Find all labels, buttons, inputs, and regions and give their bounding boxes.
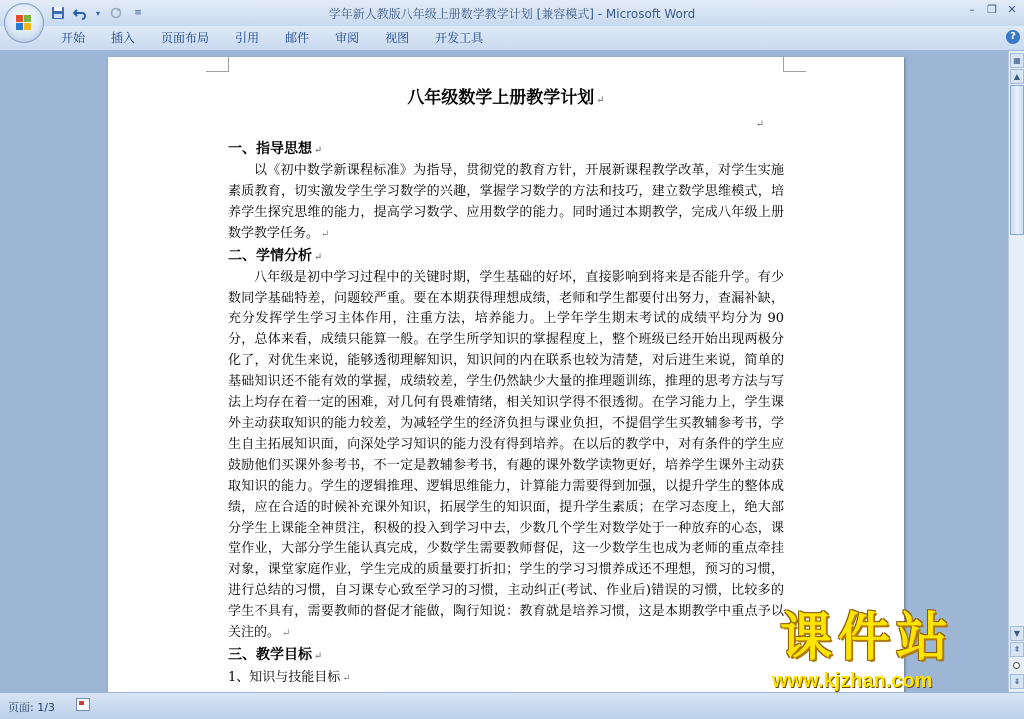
- empty-paragraph: [228, 111, 784, 139]
- section-paragraph: 八年级是初中学习过程中的关键时期，学生基础的好坏，直接影响到将来是否能升学。有少数同学基础特差，问题较严重。要在本期获得理想成绩，老师和学生都要付出努力，查漏补缺，充分发挥学生学习主体作用，注重方法，培养能力。上学年学生期末考试的成绩平均分为 90 分，总体来看，成绩只能算一般。在学生所学知识的掌握程度上，整个班级已经开始出现两极分化了，对优生来说，能够透彻理解知识，知识间的内在联系也较为清楚，对后进生来说，简单的基础知识还不能有效的掌握，成绩较差，学生仍然缺少大量的推理题训练，推理的思考方法与写法上均存在着一定的困难，对几何有畏难情绪，相关知识学得不很透彻。在学习能力上，学生课外主动获取知识的能力较差，为减轻学生的经济负担与课业负担，不提倡学生买教辅参考书，学生自主拓展知识面，向深处学习知识的能力没有得到培养。在以后的教学中，对有条件的学生应鼓励他们买课外参考书，不一定是教辅参考书，有趣的课外数学读物更好，培养学生课外主动获取知识的能力。学生的逻辑推理、逻辑思维能力，计算能力需要得到加强，以提升学生的整体成绩，应在合适的时候补充课外知识，拓展学生的知识面，提升学生素质；在学习态度上，绝大部分学生上课能全神贯注，积极的投入到学习中去，少数几个学生对数学处于一种放弃的心态，课堂作业，大部分学生能认真完成，少数学生需要教师督促，这一少数学生也成为老师的重点牵挂对象，课堂家庭作业，学生完成的质量要打折扣；学生的学习习惯养成还不理想，预习的习惯，进行总结的习惯，自习课专心致至学习的习惯，主动纠正(考试、作业后)错误的习惯，比较多的学生不具有，需要教师的督促才能做，陶行知说：教育就是培养习惯，这是本期教学中重点予以关注的。 ↵: [228, 269, 784, 641]
- tab-view[interactable]: 视图: [385, 31, 410, 45]
- paragraph-mark: ↵: [342, 672, 351, 684]
- window-title: 学年新人教版八年级上册数学教学计划 [兼容模式] - Microsoft Word: [328, 7, 696, 21]
- section-heading: 三、教学目标 ↵: [228, 646, 323, 663]
- paragraph-mark: ↵: [755, 119, 764, 130]
- ruler-toggle-icon[interactable]: ▦: [1010, 53, 1024, 68]
- scroll-thumb[interactable]: [1010, 85, 1024, 235]
- page-count-status[interactable]: 页面: 1/3: [8, 701, 55, 714]
- watermark-logo: [770, 608, 1020, 692]
- tab-references[interactable]: 引用: [235, 31, 260, 45]
- customize-icon[interactable]: ≡: [134, 8, 142, 18]
- scroll-down-icon[interactable]: ▼: [1010, 626, 1024, 641]
- paragraph-mark: ↵: [596, 95, 605, 106]
- restore-icon[interactable]: ❐: [987, 3, 997, 16]
- paragraph-mark: ↵: [282, 628, 291, 640]
- tab-insert[interactable]: 插入: [111, 31, 136, 45]
- close-icon[interactable]: ✕: [1007, 3, 1017, 16]
- section-heading: 二、学情分析 ↵: [228, 247, 323, 264]
- office-button[interactable]: [4, 3, 44, 43]
- undo-dropdown-icon[interactable]: ▾: [95, 8, 100, 18]
- ribbon-tabs: [48, 26, 496, 50]
- document-page[interactable]: [108, 57, 904, 692]
- vertical-scrollbar[interactable]: [1008, 51, 1024, 692]
- paragraph-mark: ↵: [321, 228, 330, 240]
- watermark-url: www.kjzhan.com: [772, 670, 933, 692]
- tab-developer[interactable]: 开发工具: [435, 31, 484, 45]
- tab-review[interactable]: 审阅: [335, 31, 360, 45]
- watermark-text: 课件站: [780, 608, 955, 668]
- paragraph-mark: ↵: [314, 650, 323, 662]
- margin-corner-mark: [783, 57, 806, 72]
- previous-page-icon[interactable]: ⇞: [1010, 642, 1024, 657]
- paragraph-mark: ↵: [314, 145, 323, 156]
- tab-mailings[interactable]: 邮件: [285, 31, 310, 45]
- window-controls: [964, 2, 1020, 18]
- help-icon[interactable]: ?: [1006, 30, 1020, 44]
- office-logo-icon: [16, 15, 32, 31]
- status-bar: [0, 692, 1024, 719]
- document-title: 八年级数学上册教学计划 ↵: [407, 88, 605, 108]
- paragraph-mark: ↵: [314, 251, 323, 263]
- document-workspace: [0, 51, 1008, 692]
- tab-home[interactable]: 开始: [61, 31, 86, 45]
- scroll-up-icon[interactable]: ▲: [1010, 69, 1024, 84]
- ribbon: [0, 26, 1024, 51]
- section-paragraph: 1、知识与技能目标 ↵: [228, 669, 351, 685]
- document-body[interactable]: [228, 85, 784, 689]
- section-heading: 一、指导思想 ↵: [228, 141, 323, 157]
- title-bar: [0, 0, 1024, 26]
- proofing-status-icon[interactable]: [76, 698, 90, 711]
- tab-page-layout[interactable]: 页面布局: [161, 31, 210, 45]
- margin-corner-mark: [206, 57, 229, 72]
- section-paragraph: 以《初中数学新课程标准》为指导，贯彻党的教育方针，开展新课程教学改革，对学生实施素质教育，切实激发学生学习数学的兴趣，掌握学习数学的方法和技巧，建立数学思维模式，培养学生探究思维的能力，提高学习数学、应用数学的能力。同时通过本期教学，完成八年级上册数学教学任务。 ↵: [228, 163, 784, 241]
- minimize-icon[interactable]: –: [969, 3, 975, 16]
- next-page-icon[interactable]: ⇟: [1010, 674, 1024, 689]
